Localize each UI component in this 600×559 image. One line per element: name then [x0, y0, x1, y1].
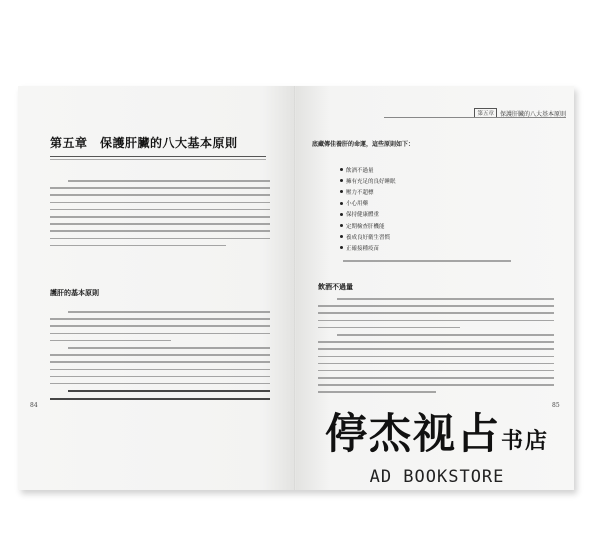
- list-item: 壓力不超標: [340, 186, 396, 197]
- running-header-text: 保護肝臟的八大基本原則: [499, 110, 566, 118]
- paragraph-2: [50, 311, 270, 405]
- chapter-title-text: 第五章 保護肝臟的八大基本原則: [50, 136, 238, 150]
- list-item: 定期檢查肝機能: [340, 220, 396, 231]
- list-item: 小心用藥: [340, 198, 396, 209]
- watermark-logo: 停杰视占书店: [324, 409, 550, 458]
- paragraph-3: [326, 260, 536, 267]
- watermark-english: AD BOOKSTORE: [369, 467, 505, 487]
- intro-line: 底藏傳佳養肝的命運，這些原則如下：: [312, 141, 415, 148]
- page-number-right: 85: [552, 402, 560, 409]
- section-heading: 護肝的基本原則: [50, 288, 99, 297]
- list-item: 飲酒不過量: [340, 164, 396, 175]
- paragraph-4: [318, 298, 554, 399]
- list-item: 正確接種疫苗: [340, 242, 396, 253]
- paragraph-1: [50, 180, 270, 252]
- chapter-title: [50, 134, 266, 151]
- bookstore-watermark: [302, 409, 572, 487]
- left-page: [18, 86, 296, 490]
- list-item: 保持健康體重: [340, 209, 396, 220]
- running-header-tag: 第五章: [474, 108, 497, 118]
- section-heading-right: 飲酒不過量: [318, 282, 353, 291]
- bullet-list: [340, 164, 396, 254]
- running-header: [474, 108, 566, 118]
- list-item: 擁有充足的良好睡眠: [340, 175, 396, 186]
- page-number-left: 84: [30, 402, 38, 409]
- list-item: 養成良好衛生習慣: [340, 231, 396, 242]
